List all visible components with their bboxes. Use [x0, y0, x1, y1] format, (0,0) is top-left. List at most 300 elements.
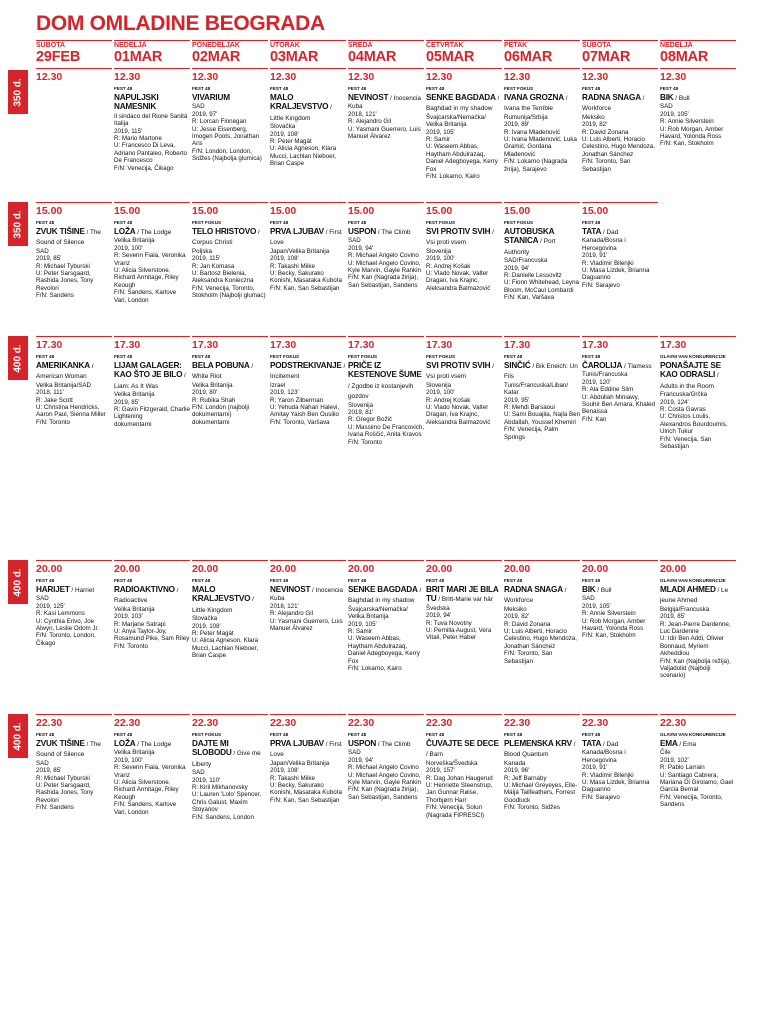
film-title: MALO KRALJEVSTVO: [270, 93, 329, 112]
film-title-block: [660, 585, 736, 606]
day-date: 04MAR: [348, 49, 397, 65]
screening-cell: [426, 202, 502, 332]
film-title: MALO KRALJEVSTVO: [192, 585, 251, 604]
screening-time: 22.30: [36, 714, 112, 729]
film-details: Slovenija 2019, 100' R: Andrej Košak U: Vlado Novak, Valter Dragan, Iva Krajnc, Aleksandra Balmazović: [426, 247, 491, 292]
film-details: Kuba 2018, 121' R: Alejandro Gil U: Yasmani Guerrero, Luis Manuel Álvarez: [270, 595, 343, 633]
film-title-block: [114, 585, 190, 606]
original-title: / Dad: [601, 741, 619, 748]
original-title: / Vsi proti vsem: [426, 363, 494, 381]
original-title: / Ivana the Terrible: [504, 95, 568, 113]
film-title: USPON: [348, 739, 377, 748]
film-title-block: [426, 361, 502, 382]
film-title-block: [348, 361, 424, 402]
film-title-block: [348, 585, 424, 606]
screening-time: 12.30: [192, 68, 268, 83]
hall-capacity-label: 350 d.: [12, 77, 24, 107]
screening-time: 22.30: [192, 714, 268, 729]
film-title: ZVUK TIŠINE: [36, 227, 85, 236]
film-title-block: [660, 739, 736, 749]
film-title-block: [426, 227, 502, 248]
film-details: SAD 2019, 94' R: Michael Angelo Covino U: Michael Angelo Covino, Kyle Marvin, Gayle Rankin F/N: Kan (Nagrada žirija), San Sebastijan, Sandens: [348, 237, 421, 289]
film-details: Velika Britanija 2019, 100' R: Severin Fiala, Veronika Vranz U: Alicia Silverstone, Richard Armitage, Riley Keough F/N: Sandens, Karlove Vari, London: [114, 237, 186, 304]
program-label: FEST 48: [504, 578, 523, 583]
film-details: Tunis/Francuska/Liban/ Katar 2019, 95' R: Mehdi Barsaoui U: Sami Bouajila, Najla Ben Abdallah, Youssef Khemiri F/N: Venecija, Palm Springs: [504, 381, 580, 441]
film-title: SENKE BAGDADA: [426, 93, 496, 102]
screening-time: 22.30: [114, 714, 190, 729]
film-title-block: [582, 361, 658, 371]
screening-cell: [504, 336, 580, 556]
film-details: Velika Britanija 2019, 85' R: Gavin Fitzgerald, Charlie Lightening dokumentarni: [114, 391, 190, 428]
screening-cell: [36, 714, 112, 864]
film-details: Kanada/Bosna i Hercegovina 2019, 91' R: Vladimir Bilenjki U: Masa Lizdek, Brianna Daguanno F/N: Sarajevo: [582, 237, 650, 289]
screening-cell: [348, 560, 424, 710]
hall-capacity-label: 350 d.: [12, 209, 24, 239]
screening-cell: [426, 714, 502, 864]
program-label: FEST 48: [36, 354, 55, 359]
original-title: / American Woman: [36, 363, 94, 381]
day-date: 08MAR: [660, 49, 709, 65]
program-label: FEST 48: [36, 578, 55, 583]
program-label: FEST 48: [504, 354, 523, 359]
film-title-block: [582, 585, 658, 595]
film-title-block: [504, 585, 580, 606]
screening-cell: [114, 560, 190, 710]
screening-time: 12.30: [114, 68, 190, 83]
film-details: Izrael 2019, 123' R: Yaron Zilberman U: Yehuda Nahari Halevi, Amitay Yaish Ben Ousilio F/N: Toronto, Varšava: [270, 381, 340, 426]
film-details: SAD/Francuska 2019, 94' R: Danielle Lessovitz U: Fionn Whitehead, Leyna Bloom, McCaul Lombardi F/N: Kan, Varšava: [504, 257, 579, 302]
program-label: FEST FOKUS: [504, 86, 534, 91]
day-name: PONEDELJAK: [192, 40, 268, 49]
day-header: [426, 40, 502, 65]
film-title: DAJTE MI SLOBODU: [192, 739, 232, 758]
screening-cell: [114, 202, 190, 332]
film-title-block: [504, 227, 580, 257]
original-title: / Ema: [677, 741, 697, 748]
program-label: FEST 48: [426, 578, 445, 583]
screening-cell: [270, 560, 346, 710]
film-title-block: [270, 361, 346, 382]
screening-cell: [504, 560, 580, 710]
program-label: FEST 48: [36, 732, 55, 737]
film-details: SAD 2019, 105' R: Annie Silverstein U: Rob Morgan, Amber Havard, Yolonda Ross F/N: Kan, Stokholm: [660, 103, 724, 148]
film-details: Švajcarska/Nemačka/ Velika Britanija 2019, 105' R: Samir U: Waseem Abbas, Haytham Abdulrazaq, Daniel Adegboyega, Kerry Fox F/N: Lokarno, Kairo: [426, 113, 498, 181]
film-title: TATA: [582, 227, 602, 236]
screening-time: 17.30: [114, 336, 190, 351]
day-name: SUBOTA: [36, 40, 112, 49]
film-details: SAD 2019, 105' R: Annie Silverstein U: Rob Morgan, Amber Havard, Yolonda Ross F/N: Kan, Stokholm: [582, 595, 646, 640]
film-title-block: [36, 227, 112, 248]
screening-time: 22.30: [582, 714, 658, 729]
original-title: / Liam: As It Was: [114, 372, 186, 390]
day-header: [192, 40, 268, 65]
film-title: RADNA SNAGA: [504, 585, 563, 594]
film-details: Meksiko 2019, 82' R: David Zonana U: Luis Alberti, Horacio Celestino, Hugo Mendoza, Jonathan Sánchez F/N: Toronto, San Sebastijan: [582, 113, 655, 173]
hall-capacity-badge: [8, 336, 28, 380]
film-title-block: [192, 93, 268, 103]
film-title-block: [114, 227, 190, 237]
original-title: / First Love: [270, 741, 342, 759]
day-date: 05MAR: [426, 49, 475, 65]
original-title: / Inocencia: [310, 587, 343, 594]
day-header: [114, 40, 190, 65]
screening-cell: [660, 336, 736, 556]
screening-time: 20.00: [582, 560, 658, 575]
screening-time: 15.00: [348, 202, 424, 217]
program-label: FEST 48: [348, 732, 367, 737]
film-title: ČUVAJTE SE DECE: [426, 739, 499, 748]
program-label: FEST 48: [348, 220, 367, 225]
program-label: FEST 48: [114, 732, 133, 737]
screening-time: 12.30: [426, 68, 502, 83]
screening-cell: [270, 68, 346, 198]
hall-capacity-label: 400 d.: [12, 343, 24, 373]
screening-time: 17.30: [660, 336, 736, 351]
film-title-block: [36, 585, 112, 595]
screening-cell: [426, 336, 502, 556]
film-title: TATA: [582, 739, 602, 748]
original-title: / Baghdad in my shadow: [426, 95, 500, 113]
film-title-block: [582, 93, 658, 114]
original-title: / First Love: [270, 229, 342, 247]
program-label: FEST 48: [36, 220, 55, 225]
film-details: SAD 2019, 110' R: Kiril Mikhanovsky U: Lauren 'Lolo' Spencer, Chris Galust, Maxim Stoyanov F/N: Sandens, London: [192, 769, 262, 821]
screening-time: 22.30: [348, 714, 424, 729]
film-title: BIK: [582, 585, 596, 594]
original-title: / Barn: [426, 751, 444, 759]
program-label: FEST FOKUS: [192, 220, 222, 225]
film-details: Švajcarska/Nemačka/ Velika Britanija 2019, 105' R: Samir U: Waseem Abbas, Haytham Abdulrazaq, Daniel Adegboyega, Kerry Fox F/N: Lokarno, Kairo: [348, 605, 420, 673]
day-date: 29FEB: [36, 49, 81, 65]
film-title: PRVA LJUBAV: [270, 739, 324, 748]
screening-time: 20.00: [36, 560, 112, 575]
original-title: / Harriet: [69, 587, 95, 594]
film-details: Kanada/Bosna i Hercegovina 2019, 91' R: Vladimir Bilenjki U: Masa Lizdek, Brianna Daguanno F/N: Sarajevo: [582, 749, 650, 801]
film-details: Švedska 2019, 94' R: Tuva Novotny U: Pernilla August, Vera Vitali, Peter Haber: [426, 604, 492, 642]
original-title: / Little Kingdom: [192, 596, 254, 614]
original-title: / White Riot: [192, 363, 254, 381]
program-label: FEST 48: [582, 354, 601, 359]
film-title-block: [348, 227, 424, 237]
original-title: / Bull: [673, 95, 690, 102]
original-title: / Inocencia: [388, 95, 421, 102]
screening-time: 12.30: [504, 68, 580, 83]
film-title: SVI PROTIV SVIH: [426, 361, 491, 370]
screening-cell: [426, 560, 502, 710]
screening-cell: [192, 68, 268, 198]
original-title: / Zgodbe iz kostanjevih gozdov: [348, 382, 414, 401]
film-title-block: [192, 585, 268, 615]
original-title: / Give me Liberty: [192, 750, 261, 768]
film-title: LIJAM GALAGER: KAO ŠTO JE BILO: [114, 361, 183, 380]
program-label: FEST FOKUS: [192, 732, 222, 737]
film-details: SAD 2019, 125' R: Kasi Lemmons U: Cynthia Erivo, Joe Alwyn, Leslie Odom Jr. F/N: Toronto, London, Čikago: [36, 595, 99, 647]
day-name: SREDA: [348, 40, 424, 49]
day-name: PETAK: [504, 40, 580, 49]
screening-cell: [114, 68, 190, 198]
program-label: FEST 48: [426, 732, 445, 737]
day-date: 01MAR: [114, 49, 163, 65]
screening-time: 12.30: [348, 68, 424, 83]
program-label: FEST 48: [582, 578, 601, 583]
program-label: FEST FOKUS: [504, 220, 534, 225]
day-header: [504, 40, 580, 65]
film-title-block: [114, 361, 190, 391]
film-details: SAD 2019, 85' R: Michael Tyburski U: Peter Sarsgaard, Rashida Jones, Tony Revolori F/N: Sandens: [36, 759, 94, 812]
program-label: FEST 48: [270, 732, 289, 737]
program-label: FEST FOKUS: [426, 220, 456, 225]
film-title: PONAŠAJTE SE KAO ODRASLI: [660, 361, 721, 380]
film-title-block: [114, 93, 190, 113]
screening-cell: [270, 202, 346, 332]
film-details: SAD 2019, 97' R: Lorcan Finnegan U: Jesse Eisenberg, Imogen Poots, Jonathan Aris F/N: London, London, Sidžes (Najbolja glumica): [192, 103, 262, 163]
screening-cell: [660, 560, 736, 710]
screening-time: 22.30: [426, 714, 502, 729]
program-label: FEST 48: [114, 354, 133, 359]
original-title: / The Sound of Silence: [36, 229, 101, 247]
original-title: / The Climb: [376, 741, 411, 748]
film-details: Belgija/Francuska 2019, 85' R: Jean-Pierre Dardenne, Luc Dardenne U: Idir Ben Addi, Olivier Bonnaud, Myriem Akheddiou F/N: Kan (Najbolja režija), Valjadolid (Najbolji scenario): [660, 605, 731, 680]
program-label: FEST 48: [114, 578, 133, 583]
film-details: Poljska 2019, 115' R: Jan Komasa U: Bartosz Bielenia, Aleksandra Konieczna F/N: Venecija, Toronto, Stokholm (Najbolji glumac): [192, 247, 266, 300]
program-label: FEST 48: [270, 220, 289, 225]
day-name: UTORAK: [270, 40, 346, 49]
program-label: FEST 48: [348, 86, 367, 91]
program-label: FEST 48: [660, 86, 679, 91]
film-details: Čile 2019, 102' R: Pablo Larrain U: Santiago Cabrera, Mariana Di Girolamo, Gael García Bernal F/N: Venecija, Toronto, Sandens: [660, 749, 734, 809]
screening-cell: [114, 336, 190, 556]
film-title: SINČIĆ: [504, 361, 531, 370]
program-label: FEST 48: [582, 220, 601, 225]
film-details: Tunis/Francuska 2019, 120' R: Ala Eddine Slim U: Abdullah Miniawy, Souhir Ben Amara, Khaled Benaissa F/N: Kan: [582, 371, 655, 423]
film-title: BIK: [660, 93, 674, 102]
screening-cell: [426, 68, 502, 198]
original-title: / Dad: [601, 229, 619, 236]
film-title-block: [504, 739, 580, 760]
program-label: FEST 48: [582, 86, 601, 91]
film-details: Japan/Velika Britanija 2019, 108' R: Takashi Miike U: Becky, Sakurako Konishi, Masataka Kubota F/N: Kan, San Sebastijan: [270, 247, 342, 292]
film-title-block: [582, 739, 658, 749]
program-label: FEST FOKUS: [270, 354, 300, 359]
screening-time: 15.00: [36, 202, 112, 217]
program-label: FEST 48: [114, 220, 133, 225]
film-title: BELA POBUNA: [192, 361, 250, 370]
screening-time: 22.30: [270, 714, 346, 729]
original-title: / The Sound of Silence: [36, 741, 101, 759]
film-title-block: [270, 739, 346, 760]
film-title: USPON: [348, 227, 377, 236]
screening-time: 22.30: [504, 714, 580, 729]
screening-cell: [582, 714, 658, 864]
film-title: EMA: [660, 739, 678, 748]
film-title-block: [504, 361, 580, 382]
original-title: / Radioactive: [114, 587, 179, 605]
screening-time: 17.30: [192, 336, 268, 351]
original-title: / Port Authority: [504, 238, 556, 256]
program-label: GLAVNI VAN KONKURENCIJE: [660, 732, 726, 737]
film-details: Slovačka 2019, 108' R: Peter Magát U: Alicia Agneson, Klara Mucci, Lachlan Nieboer, Brian Caspe: [192, 615, 259, 660]
hall-capacity-badge: [8, 202, 28, 246]
film-title-block: [348, 739, 424, 749]
original-title: / Baghdad in my shadow: [348, 587, 422, 605]
screening-time: 20.00: [426, 560, 502, 575]
film-title-block: [504, 93, 580, 114]
screening-time: 22.30: [660, 714, 736, 729]
film-title-block: [426, 585, 502, 605]
film-title: BRIT MARI JE BILA TU: [426, 585, 499, 604]
film-title-block: [426, 93, 502, 114]
hall-capacity-badge: [8, 714, 28, 758]
film-title-block: [660, 361, 736, 391]
screening-time: 12.30: [660, 68, 736, 83]
program-label: FEST 48: [582, 732, 601, 737]
program-label: FEST FOKUS: [348, 354, 378, 359]
film-title: VIVARIUM: [192, 93, 230, 102]
day-name: NEDELJA: [114, 40, 190, 49]
screening-time: 17.30: [36, 336, 112, 351]
program-label: FEST FOKUS: [426, 354, 456, 359]
screening-cell: [348, 68, 424, 198]
screening-cell: [660, 714, 736, 864]
film-details: Meksiko 2019, 82' R: David Zonana U: Luis Alberti, Horacio Celestino, Hugo Mendoza, Jonathan Sánchez F/N: Toronto, San Sebastijan: [504, 605, 577, 665]
film-title: RADNA SNAGA: [582, 93, 641, 102]
screening-time: 20.00: [270, 560, 346, 575]
film-title-block: [114, 739, 190, 749]
screening-time: 17.30: [582, 336, 658, 351]
film-title: AMERIKANKA: [36, 361, 90, 370]
screening-cell: [582, 560, 658, 710]
screening-time: 17.30: [426, 336, 502, 351]
day-date: 02MAR: [192, 49, 241, 65]
original-title: / Bull: [595, 587, 612, 594]
screening-cell: [192, 714, 268, 864]
hall-capacity-label: 400 d.: [12, 721, 24, 751]
original-title: / The Lodge: [135, 741, 172, 748]
screening-cell: [192, 202, 268, 332]
film-title: SENKE BAGDADA: [348, 585, 418, 594]
film-details: Velika Britanija 2019, 103' R: Marjane Satrapi U: Anya Taylor-Joy, Rosamund Pike, Sam Riley F/N: Toronto: [114, 605, 190, 650]
screening-cell: [192, 336, 268, 556]
screening-time: 20.00: [660, 560, 736, 575]
screening-time: 20.00: [114, 560, 190, 575]
film-title-block: [426, 739, 502, 760]
film-title-block: [348, 93, 424, 103]
program-label: FEST 48: [192, 86, 211, 91]
film-title: NEVINOST: [348, 93, 389, 102]
film-details: SAD 2019, 94' R: Michael Angelo Covino U: Michael Angelo Covino, Kyle Marvin, Gayle Rankin F/N: Kan (Nagrada žirija), San Sebastijan, Sandens: [348, 749, 421, 801]
day-date: 06MAR: [504, 49, 553, 65]
screening-time: 20.00: [348, 560, 424, 575]
original-title: / The Climb: [376, 229, 411, 236]
day-header: [348, 40, 424, 65]
day-name: ČETVRTAK: [426, 40, 502, 49]
screening-time: 12.30: [582, 68, 658, 83]
screening-cell: [582, 68, 658, 198]
screening-cell: [114, 714, 190, 864]
day-name: SUBOTA: [582, 40, 658, 49]
original-title: / Vsi proti vsem: [426, 229, 494, 247]
film-title-block: [582, 227, 658, 237]
film-title: TELO HRISTOVO: [192, 227, 257, 236]
original-title: / Corpus Christi: [192, 229, 260, 247]
film-title: PRVA LJUBAV: [270, 227, 324, 236]
screening-cell: [348, 202, 424, 332]
film-details: Slovenija 2019, 81' R: Gregor Božič U: Massimo De Francovich, Ivana Roščić, Anita Kravos F/N: Toronto: [348, 401, 424, 446]
original-title: / Tlamess: [622, 363, 652, 370]
original-title: / Adults in the Room: [660, 372, 719, 390]
screening-time: 15.00: [504, 202, 580, 217]
film-title: AUTOBUSKA STANICA: [504, 227, 555, 246]
day-header: [270, 40, 346, 65]
screening-cell: [504, 714, 580, 864]
film-title: PLEMENSKA KRV: [504, 739, 572, 748]
screening-cell: [270, 714, 346, 864]
program-label: FEST 48: [426, 86, 445, 91]
screening-time: 17.30: [504, 336, 580, 351]
screening-cell: [504, 68, 580, 198]
screening-time: 12.30: [36, 68, 112, 83]
film-details: Kanada 2019, 96' R: Jeff Barnaby U: Michael Greyeyes, Elle-Máijá Tailfeathers, Forrest Goodluck F/N: Toronto, Sidžes: [504, 759, 578, 812]
film-details: Slovenija 2019, 100' R: Andrej Košak U: Vlado Novak, Valter Dragan, Iva Krajnc, Aleksandra Balmazović: [426, 381, 491, 426]
film-title: NEVINOST: [270, 585, 311, 594]
program-label: FEST 48: [114, 86, 133, 91]
original-title: / Britt-Marie var här: [436, 596, 493, 604]
program-label: FEST 48: [192, 578, 211, 583]
film-title: MLADI AHMED: [660, 585, 716, 594]
film-title: LOŽA: [114, 227, 136, 236]
film-title-block: [270, 227, 346, 248]
program-label: FEST 48: [192, 354, 211, 359]
page-title: DOM OMLADINE BEOGRADA: [36, 12, 325, 35]
screening-time: 20.00: [192, 560, 268, 575]
film-title: ZVUK TIŠINE: [36, 739, 85, 748]
screening-time: 15.00: [426, 202, 502, 217]
film-details: Velika Britanija 2019, 100' R: Severin Fiala, Veronika Vranz U: Alicia Silverstone, Richard Armitage, Riley Keough F/N: Sandens, Karlove Vari, London: [114, 749, 186, 816]
screening-cell: [348, 714, 424, 864]
film-details: Velika Britanija/SAD 2018, 111' R: Jake Scott U: Christina Hendricks, Aaron Paul, Sienna Miller F/N: Toronto: [36, 381, 106, 426]
original-title: / Little Kingdom: [270, 104, 332, 122]
screening-cell: [504, 202, 580, 332]
day-header: [36, 40, 112, 65]
original-title: / Le jeune Ahmed: [660, 587, 729, 605]
screening-time: 17.30: [270, 336, 346, 351]
screening-cell: [348, 336, 424, 556]
film-title: ČAROLIJA: [582, 361, 623, 370]
screening-time: 15.00: [192, 202, 268, 217]
day-header: [582, 40, 658, 65]
original-title: / Bik Eneich: Un Fils: [504, 363, 578, 381]
film-title: PRIČE IZ KESTENOVE ŠUME: [348, 361, 422, 380]
screening-cell: [36, 336, 112, 556]
film-details: Francuska/Grčka 2019, 124' R: Costa Gavras U: Christos Loulis, Alexandros Bourdoumis, Ulrich Tukur F/N: Venecija, San Sebastijan: [660, 391, 728, 451]
screening-cell: [582, 202, 658, 332]
screening-time: 15.00: [114, 202, 190, 217]
film-details: Il sindaco del Rione Sanità Italija 2019, 115' R: Mario Martone U: Francesco Di Leva, Adriano Pantaleo, Roberto De Francesco F/N: Venecija, Čikago: [114, 112, 188, 172]
program-label: FEST 48: [504, 732, 523, 737]
film-title: RADIOAKTIVNO: [114, 585, 175, 594]
screening-cell: [36, 68, 112, 198]
day-date: 07MAR: [582, 49, 631, 65]
screening-time: 12.30: [270, 68, 346, 83]
day-name: NEDELJA: [660, 40, 736, 49]
program-label: FEST 48: [348, 578, 367, 583]
film-title-block: [270, 93, 346, 123]
film-title-block: [192, 739, 268, 769]
screening-cell: [660, 68, 736, 198]
original-title: / The Lodge: [135, 229, 172, 236]
film-title: HARIJET: [36, 585, 70, 594]
hall-capacity-badge: [8, 560, 28, 604]
